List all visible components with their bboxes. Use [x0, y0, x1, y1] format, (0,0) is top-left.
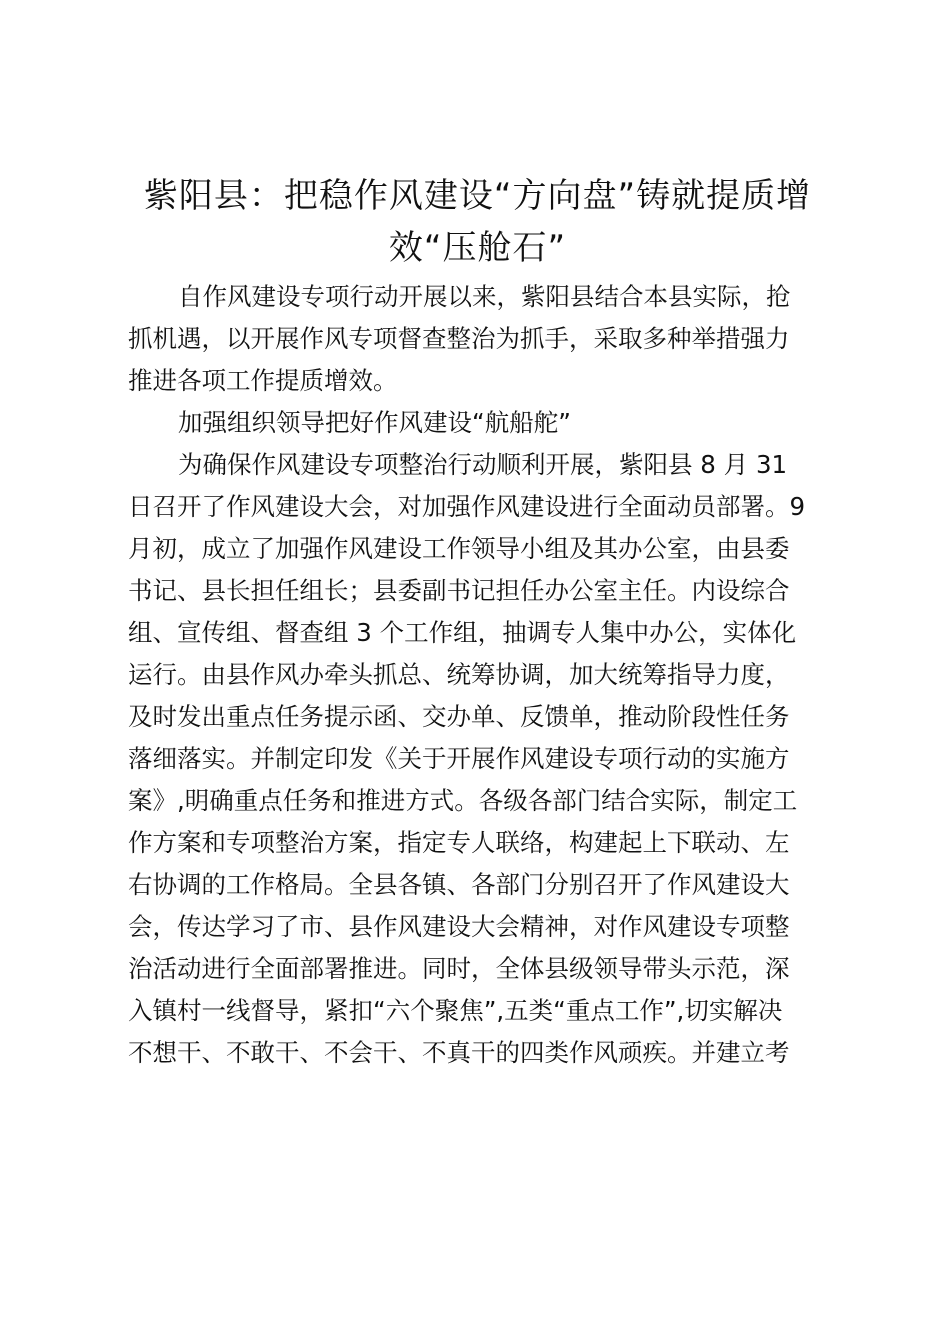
document-title [120, 170, 835, 274]
intro-paragraph [128, 276, 828, 402]
section-line-3: 月初，成立了加强作风建设工作领导小组及其办公室，由县委 [128, 534, 790, 563]
intro-line-2: 抓机遇，以开展作风专项督查整治为抓手，采取多种举措强力 [128, 324, 790, 353]
section-line-14: 入镇村一线督导，紧扣“六个聚焦”,五类“重点工作”,切实解决 [128, 996, 783, 1025]
section-line-10: 作方案和专项整治方案，指定专人联络，构建起上下联动、左 [128, 828, 790, 857]
section-line-2: 日召开了作风建设大会，对加强作风建设进行全面动员部署。9 [128, 492, 806, 521]
section-paragraph [128, 444, 828, 1074]
section-line-11: 右协调的工作格局。全县各镇、各部门分别召开了作风建设大 [128, 870, 790, 899]
document-body [128, 276, 828, 1074]
section-line-8: 落细落实。并制定印发《关于开展作风建设专项行动的实施方 [128, 744, 790, 773]
section-line-1: 为确保作风建设专项整治行动顺利开展，紫阳县 8 月 31 [178, 450, 788, 479]
title-line-2: 效“压舱石” [388, 228, 567, 268]
section-line-7: 及时发出重点任务提示函、交办单、反馈单，推动阶段性任务 [128, 702, 790, 731]
section-line-4: 书记、县长担任组长；县委副书记担任办公室主任。内设综合 [128, 576, 790, 605]
section-line-13: 治活动进行全面部署推进。同时，全体县级领导带头示范，深 [128, 954, 790, 983]
section-line-5: 组、宣传组、督查组 3 个工作组，抽调专人集中办公，实体化 [128, 618, 797, 647]
section-line-9: 案》,明确重点任务和推进方式。各级各部门结合实际，制定工 [128, 786, 798, 815]
section-heading: 加强组织领导把好作风建设“航船舵” [178, 408, 571, 437]
title-line-1: 紫阳县：把稳作风建设“方向盘”铸就提质增 [143, 176, 812, 216]
intro-line-1: 自作风建设专项行动开展以来，紫阳县结合本县实际，抢 [178, 282, 791, 311]
section-line-15: 不想干、不敢干、不会干、不真干的四类作风顽疾。并建立考 [128, 1038, 790, 1067]
section-line-6: 运行。由县作风办牵头抓总、统筹协调，加大统筹指导力度， [128, 660, 790, 689]
intro-line-3: 推进各项工作提质增效。 [128, 366, 398, 395]
section-line-12: 会，传达学习了市、县作风建设大会精神，对作风建设专项整 [128, 912, 790, 941]
